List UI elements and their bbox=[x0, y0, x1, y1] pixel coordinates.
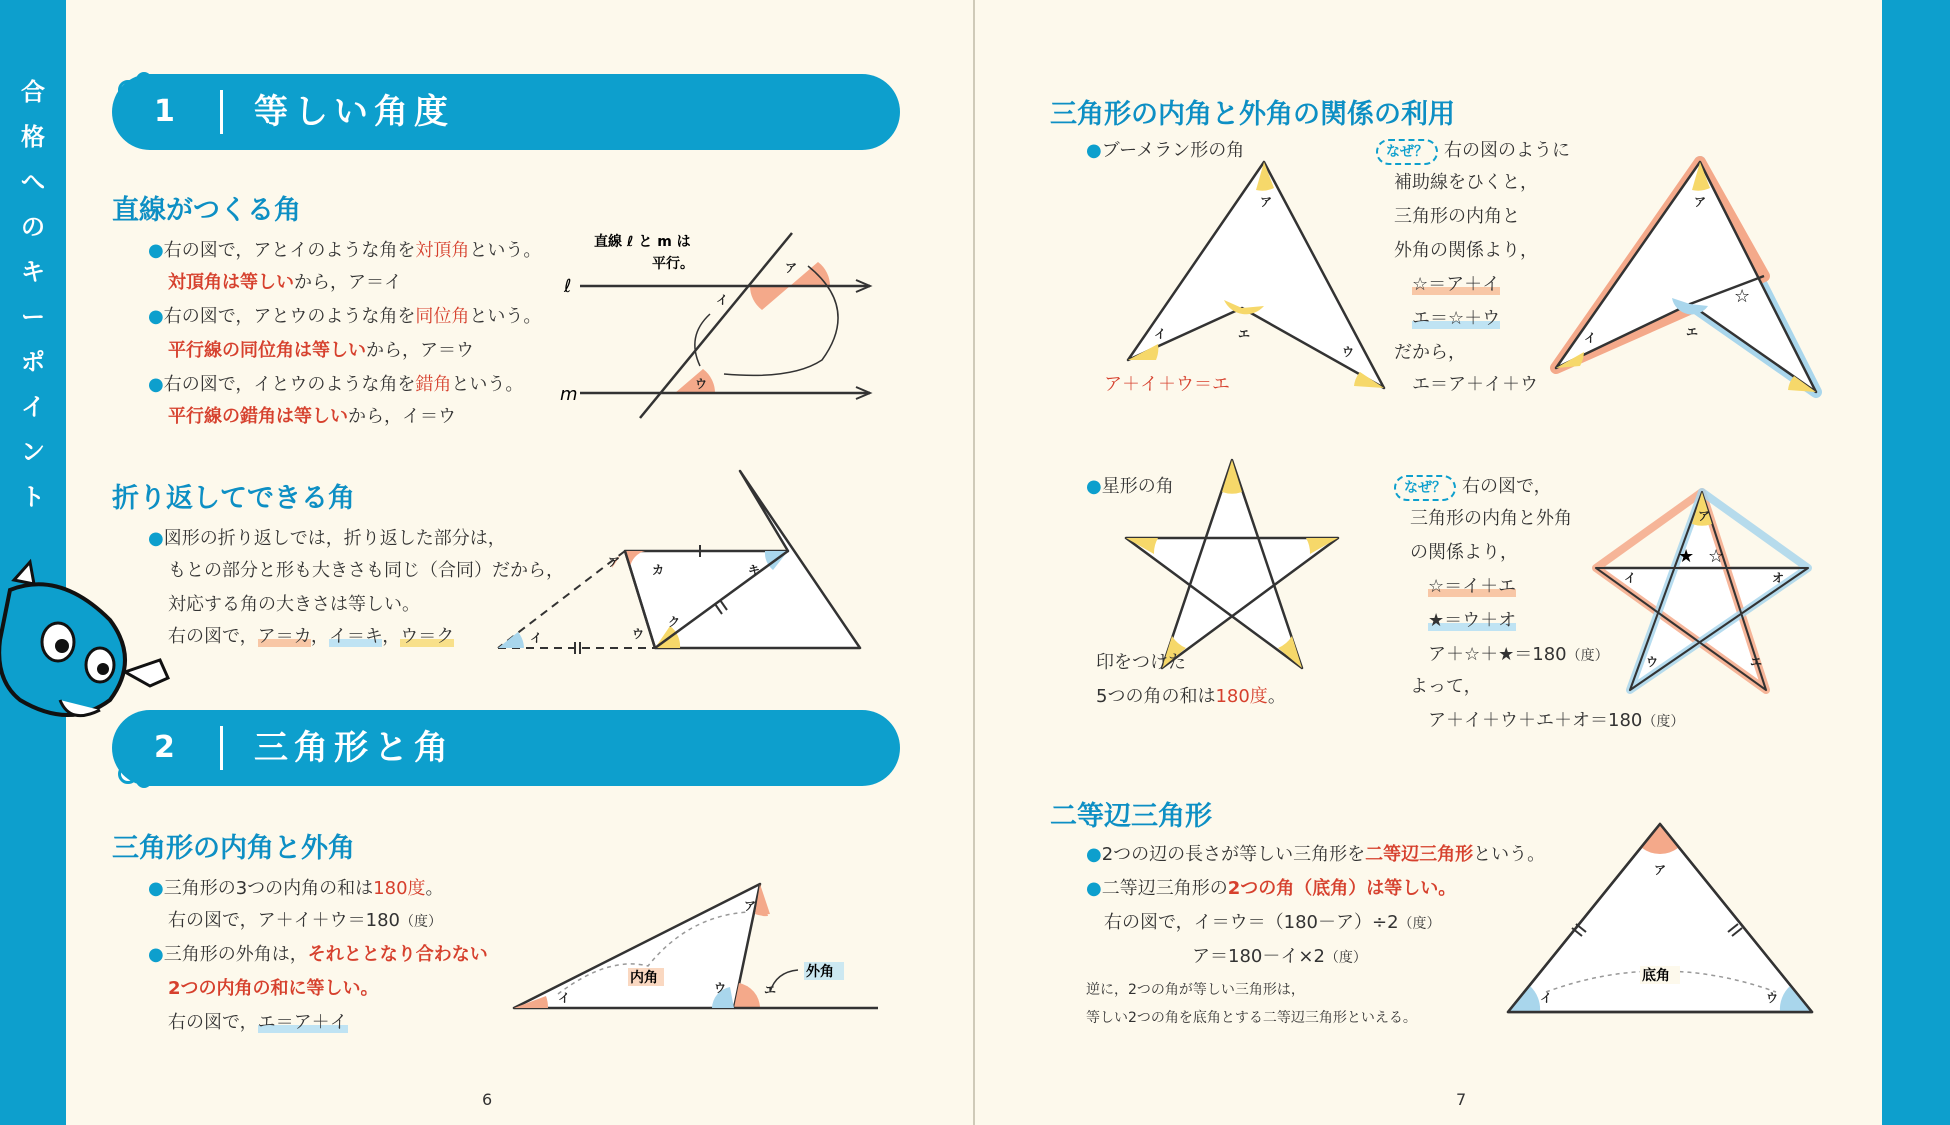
text-line: エ＝☆＋ウ bbox=[1412, 308, 1501, 329]
text-line: 対応する角の大きさは等しい。 bbox=[168, 594, 420, 615]
svg-text:ウ: ウ bbox=[1646, 655, 1659, 669]
figure-folded-triangle bbox=[490, 466, 870, 656]
svg-text:ア: ア bbox=[1654, 863, 1667, 877]
text-line: 右の図で，ア＝カ，イ＝キ，ウ＝ク bbox=[168, 626, 455, 647]
svg-text:内角: 内角 bbox=[630, 970, 658, 986]
svg-text:ア: ア bbox=[1698, 509, 1711, 523]
text-line: ア＋イ＋ウ＝エ bbox=[1104, 374, 1230, 395]
text-line: なぜ？ 右の図のように bbox=[1376, 134, 1570, 167]
text-line: ●星形の角 bbox=[1086, 476, 1174, 497]
svg-text:ウ: ウ bbox=[1342, 345, 1355, 359]
svg-text:イ: イ bbox=[558, 991, 571, 1005]
svg-text:カ: カ bbox=[652, 563, 665, 577]
mascot-illustration bbox=[0, 560, 180, 730]
text-line: ●三角形の3つの内角の和は180度。 bbox=[148, 878, 444, 899]
heading-straight-line-angles: 直線がつくる角 bbox=[112, 195, 301, 226]
figure-boomerang-explained bbox=[1550, 156, 1820, 402]
text-line: ●二等辺三角形の2つの角（底角）は等しい。 bbox=[1086, 878, 1457, 899]
text-line: 補助線をひくと， bbox=[1394, 172, 1538, 193]
heading-folding-angles: 折り返してできる角 bbox=[112, 483, 355, 514]
text-line: ★＝ウ＋オ bbox=[1428, 610, 1517, 631]
text-line: 外角の関係より， bbox=[1394, 240, 1538, 261]
text-line: ☆＝ア＋イ bbox=[1412, 274, 1501, 295]
text-line: ●ブーメラン形の角 bbox=[1086, 140, 1245, 161]
svg-text:ウ: ウ bbox=[695, 377, 708, 391]
text-line: なぜ？ 右の図で， bbox=[1394, 470, 1552, 503]
figure-exterior-angle bbox=[508, 876, 888, 1016]
figure-star-explained bbox=[1594, 490, 1844, 702]
page-number-right: 7 bbox=[1456, 1090, 1467, 1109]
svg-text:キ: キ bbox=[748, 563, 761, 577]
vertical-title: 合 格 へ の キ ー ポ イ ン ト bbox=[21, 78, 45, 511]
text-line: ●右の図で，イとウのような角を錯角という。 bbox=[148, 374, 524, 395]
figure-isosceles-triangle bbox=[1500, 820, 1820, 1020]
text-line: 右の図で，イ＝ウ＝（180－ア）÷2（度） bbox=[1104, 912, 1441, 933]
svg-text:オ: オ bbox=[1772, 571, 1785, 585]
text-line: エ＝ア＋イ＋ウ bbox=[1412, 374, 1538, 395]
svg-text:イ: イ bbox=[530, 631, 543, 645]
section-2-banner bbox=[112, 710, 900, 786]
text-line: 印をつけた bbox=[1096, 652, 1186, 673]
svg-text:イ: イ bbox=[1624, 571, 1637, 585]
svg-text:m: m bbox=[560, 384, 578, 405]
svg-text:底角: 底角 bbox=[1642, 968, 1670, 984]
section-title: 三角形と角 bbox=[254, 728, 454, 768]
svg-text:エ: エ bbox=[1686, 325, 1699, 339]
text-line: ●2つの辺の長さが等しい三角形を二等辺三角形という。 bbox=[1086, 844, 1546, 865]
svg-text:イ: イ bbox=[1540, 991, 1553, 1005]
svg-text:ア: ア bbox=[785, 261, 798, 275]
text-line: 三角形の内角と外角 bbox=[1410, 508, 1572, 529]
text-line: ●三角形の外角は，それととなり合わない bbox=[148, 944, 488, 965]
svg-text:★: ★ bbox=[1678, 546, 1695, 567]
page-number-left: 6 bbox=[482, 1090, 493, 1109]
text-line: 2つの内角の和に等しい。 bbox=[168, 978, 379, 999]
text-line: ☆＝イ＋エ bbox=[1428, 576, 1517, 597]
banner-divider bbox=[220, 726, 223, 770]
svg-text:イ: イ bbox=[1584, 331, 1597, 345]
svg-text:平行。: 平行。 bbox=[652, 256, 694, 272]
book-spine bbox=[973, 0, 975, 1125]
text-line: 逆に，2つの角が等しい三角形は， bbox=[1086, 982, 1305, 998]
heading-triangle-angles: 三角形の内角と外角 bbox=[112, 833, 355, 864]
heading-angle-relation-use: 三角形の内角と外角の関係の利用 bbox=[1050, 99, 1455, 130]
svg-text:直線 ℓ と m は: 直線 ℓ と m は bbox=[594, 234, 691, 250]
svg-text:エ: エ bbox=[1238, 327, 1251, 341]
svg-text:ア: ア bbox=[1260, 195, 1273, 209]
figure-boomerang bbox=[1124, 160, 1394, 400]
text-line: よって， bbox=[1410, 676, 1482, 697]
svg-text:ウ: ウ bbox=[632, 627, 645, 641]
section-number: 1 bbox=[154, 94, 175, 129]
svg-text:エ: エ bbox=[764, 983, 777, 997]
text-line: 等しい2つの角を底角とする二等辺三角形といえる。 bbox=[1086, 1010, 1417, 1026]
section-number: 2 bbox=[154, 730, 175, 765]
text-line: 右の図で，ア＋イ＋ウ＝180（度） bbox=[168, 910, 442, 931]
section-title: 等しい角度 bbox=[254, 92, 454, 132]
svg-text:ウ: ウ bbox=[714, 981, 727, 995]
banner-divider bbox=[220, 90, 223, 134]
svg-text:ウ: ウ bbox=[1766, 991, 1779, 1005]
why-badge: なぜ？ bbox=[1394, 475, 1456, 501]
svg-text:ℓ: ℓ bbox=[564, 276, 572, 297]
svg-text:☆: ☆ bbox=[1734, 286, 1751, 307]
svg-text:ク: ク bbox=[668, 615, 681, 629]
svg-text:ア: ア bbox=[1694, 195, 1707, 209]
text-line: ア＋イ＋ウ＋エ＋オ＝180（度） bbox=[1428, 710, 1685, 731]
text-line: ●右の図で，アとイのような角を対頂角という。 bbox=[148, 240, 542, 261]
section-1-banner bbox=[112, 74, 900, 150]
svg-text:ア: ア bbox=[744, 899, 757, 913]
text-line: の関係より， bbox=[1410, 542, 1518, 563]
text-line: 平行線の錯角は等しいから，イ＝ウ bbox=[168, 406, 456, 427]
figure-parallel-lines bbox=[560, 228, 890, 428]
svg-text:イ: イ bbox=[1154, 327, 1167, 341]
text-line: 5つの角の和は180度。 bbox=[1096, 686, 1286, 707]
text-line: 三角形の内角と bbox=[1394, 206, 1520, 227]
svg-text:イ: イ bbox=[716, 293, 729, 307]
text-line: ●図形の折り返しでは，折り返した部分は， bbox=[148, 528, 506, 549]
text-line: 平行線の同位角は等しいから，ア＝ウ bbox=[168, 340, 474, 361]
svg-text:エ: エ bbox=[1750, 655, 1763, 669]
svg-text:外角: 外角 bbox=[806, 964, 834, 980]
text-line: ア＋☆＋★＝180（度） bbox=[1428, 644, 1609, 665]
right-side-strip bbox=[1882, 0, 1950, 1125]
svg-text:ア: ア bbox=[608, 555, 621, 569]
text-line: ●右の図で，アとウのような角を同位角という。 bbox=[148, 306, 542, 327]
svg-text:☆: ☆ bbox=[1708, 546, 1725, 567]
heading-isosceles: 二等辺三角形 bbox=[1050, 801, 1212, 832]
text-line: 右の図で，エ＝ア＋イ bbox=[168, 1012, 348, 1033]
why-badge: なぜ？ bbox=[1376, 139, 1438, 165]
text-line: ア＝180－イ×2（度） bbox=[1192, 946, 1367, 967]
text-line: 対頂角は等しいから，ア＝イ bbox=[168, 272, 402, 293]
text-line: だから， bbox=[1394, 342, 1466, 363]
text-line: もとの部分と形も大きさも同じ（合同）だから， bbox=[168, 560, 564, 581]
